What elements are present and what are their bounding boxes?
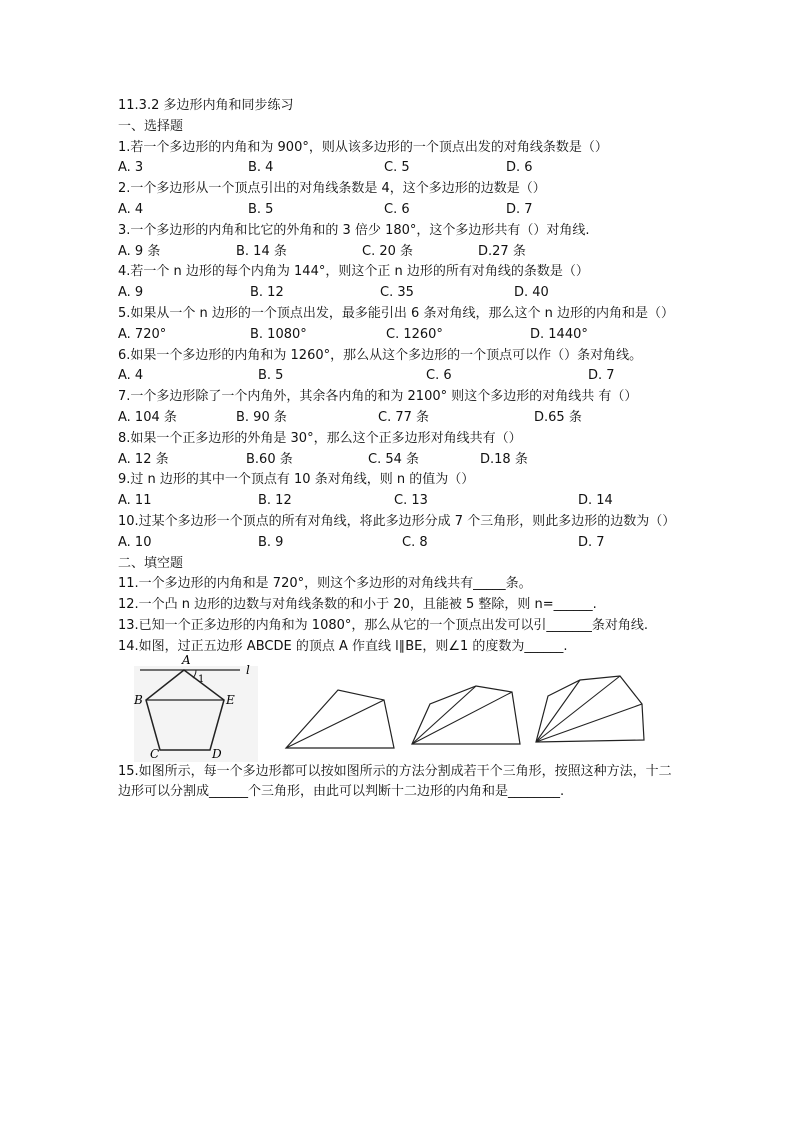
label-d: D xyxy=(212,746,222,761)
label-a: A xyxy=(182,652,191,667)
option-a: A. 9 xyxy=(118,285,144,301)
option-c: C. 13 xyxy=(394,493,428,509)
option-d: D. 7 xyxy=(506,201,533,217)
option-b: B. 12 xyxy=(250,285,284,301)
options-6 xyxy=(118,366,678,387)
label-1: 1 xyxy=(198,673,205,685)
pentagon-split-figure xyxy=(408,676,528,754)
option-d: D. 7 xyxy=(578,534,605,550)
option-d: D. 14 xyxy=(578,493,613,509)
option-b: B. 4 xyxy=(248,160,274,176)
question-9: 9.过 n 边形的其中一个顶点有 10 条对角线，则 n 的值为（） xyxy=(118,472,475,488)
option-c: C. 54 条 xyxy=(368,451,420,467)
section-heading-fill: 二、填空题 xyxy=(118,555,184,571)
option-c: C. 77 条 xyxy=(378,409,430,425)
question-11: 11.一个多边形的内角和是 720°，则这个多边形的对角线共有_____条。 xyxy=(118,576,532,592)
option-a: A. 104 条 xyxy=(118,409,177,425)
question-8: 8.如果一个正多边形的外角是 30°，那么这个正多边形对角线共有（） xyxy=(118,430,522,446)
option-d: D. 7 xyxy=(588,368,615,384)
option-b: B. 9 xyxy=(258,534,284,550)
option-b: B. 90 条 xyxy=(236,409,287,425)
worksheet xyxy=(118,96,678,803)
figure-row xyxy=(118,652,678,762)
question-3: 3.一个多边形的内角和比它的外角和的 3 倍少 180°，这个多边形共有（）对角线. xyxy=(118,222,590,238)
option-a: A. 11 xyxy=(118,493,152,509)
options-8 xyxy=(118,450,678,471)
option-b: B. 14 条 xyxy=(236,243,287,259)
option-c: C. 8 xyxy=(402,534,428,550)
option-b: B. 5 xyxy=(248,201,274,217)
option-d: D.18 条 xyxy=(480,451,528,467)
question-14: 14.如图，过正五边形 ABCDE 的顶点 A 作直线 l∥BE，则∠1 的度数为______. xyxy=(118,638,568,654)
diagonal xyxy=(536,676,620,742)
option-a: A. 12 条 xyxy=(118,451,169,467)
option-a: A. 4 xyxy=(118,201,144,217)
options-7 xyxy=(118,408,678,429)
worksheet-title: 11.3.2 多边形内角和同步练习 xyxy=(118,98,294,113)
option-a: A. 9 条 xyxy=(118,243,161,259)
option-d: D. 6 xyxy=(506,160,533,176)
diagonal xyxy=(412,692,512,744)
option-c: C. 35 xyxy=(380,285,414,301)
question-1: 1.若一个多边形的内角和为 900°，则从该多边形的一个顶点出发的对角线条数是（） xyxy=(118,139,608,155)
option-c: C. 6 xyxy=(384,201,410,217)
options-9 xyxy=(118,491,678,512)
option-d: D.27 条 xyxy=(478,243,526,259)
section-heading-choice: 一、选择题 xyxy=(118,118,184,134)
option-c: C. 6 xyxy=(426,368,452,384)
options-10 xyxy=(118,533,678,554)
options-3 xyxy=(118,242,678,263)
option-c: C. 20 条 xyxy=(362,243,414,259)
option-a: A. 10 xyxy=(118,534,152,550)
options-4 xyxy=(118,283,678,304)
option-b: B. 12 xyxy=(258,493,292,509)
label-c: C xyxy=(150,746,160,761)
hexagon-split-figure xyxy=(532,668,652,754)
option-d: D. 40 xyxy=(514,285,549,301)
diagonal xyxy=(286,700,384,748)
question-7: 7.一个多边形除了一个内角外，其余各内角的和为 2100° 则这个多边形的对角线共 有（） xyxy=(118,389,638,405)
question-2: 2.一个多边形从一个顶点引出的对角线条数是 4，这个多边形的边数是（） xyxy=(118,181,546,197)
question-15: 15.如图所示，每一个多边形都可以按如图所示的方法分割成若干个三角形，按照这种方法，十二边形可以分割成______个三角形，由此可以判断十二边形的内角和是________. xyxy=(118,763,672,800)
quadrilateral-figure xyxy=(282,682,400,754)
options-2 xyxy=(118,200,678,221)
options-5 xyxy=(118,325,678,346)
option-b: B. 1080° xyxy=(250,326,307,342)
question-6: 6.如果一个多边形的内角和为 1260°，那么从这个多边形的一个顶点可以作（）条对角线。 xyxy=(118,347,643,363)
diagonal xyxy=(536,704,642,742)
question-5: 5.如果从一个 n 边形的一个顶点出发，最多能引出 6 条对角线，那么这个 n 边形的内角和是（） xyxy=(118,305,674,321)
option-a: A. 3 xyxy=(118,160,144,176)
question-12: 12.一个凸 n 边形的边数与对角线条数的和小于 20，且能被 5 整除，则 n=______. xyxy=(118,597,597,613)
quadrilateral-outline xyxy=(286,690,394,748)
option-b: B. 5 xyxy=(258,368,284,384)
question-10: 10.过某个多边形一个顶点的所有对角线，将此多边形分成 7 个三角形，则此多边形的边数为（） xyxy=(118,513,676,529)
question-13: 13.已知一个正多边形的内角和为 1080°，那么从它的一个顶点出发可以引_______条对角线. xyxy=(118,617,649,633)
option-c: C. 1260° xyxy=(386,326,443,342)
option-a: A. 720° xyxy=(118,326,167,342)
label-l: l xyxy=(246,662,250,677)
label-e: E xyxy=(226,692,235,707)
option-b: B.60 条 xyxy=(246,451,293,467)
question-4: 4.若一个 n 边形的每个内角为 144°，则这个正 n 边形的所有对角线的条数是（） xyxy=(118,264,589,280)
diagonal xyxy=(412,686,476,744)
options-1 xyxy=(118,158,678,179)
pentagon-figure xyxy=(134,652,258,762)
label-b: B xyxy=(134,692,143,707)
option-c: C. 5 xyxy=(384,160,410,176)
option-a: A. 4 xyxy=(118,368,144,384)
option-d: D.65 条 xyxy=(534,409,582,425)
diagonal xyxy=(536,680,580,742)
option-d: D. 1440° xyxy=(530,326,588,342)
